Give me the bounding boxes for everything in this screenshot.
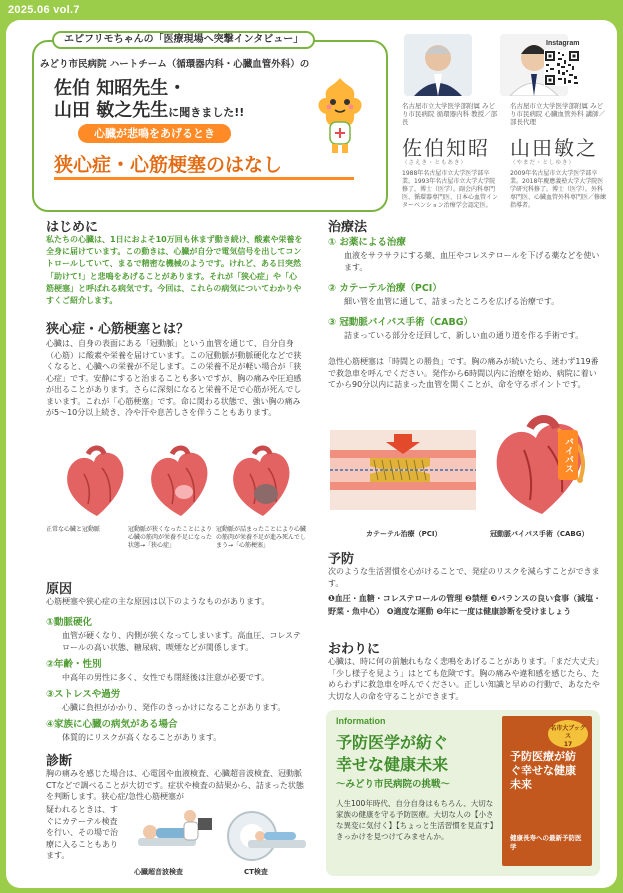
treat-title-1: ① お薬による治療 (328, 237, 406, 248)
interview-tag: エピフリモちゃんの「医療現場へ突撃インタビュー」 (52, 31, 315, 49)
heart-infarction-illustration (224, 444, 302, 522)
heart-caption-infarction: 冠動脈が詰まったことにより心臓の筋肉が栄養不足が進み死んでしまう→「心筋梗塞」 (216, 526, 307, 549)
doctor-title-yamada: 名古屋市立大学医学部附属 みどり市民病院 心臓血管外科 講師／部長代理 (510, 102, 606, 126)
issue-label: 2025.06 vol.7 (8, 4, 80, 16)
end-heading: おわりに (328, 642, 381, 657)
treat-text-3: 詰まっている部分を迂回して、新しい血の通り道を作る手術です。 (344, 331, 584, 340)
book-cover[interactable] (502, 716, 592, 866)
heart-caption-angina: 冠動脈が狭くなったことにより心臓の筋肉が栄養不足になった状態→「狭心症」 (128, 526, 213, 549)
doctor-bio-yamada: 2009年名古屋市立大学医学部卒業。2018年慶應義塾大学大学院医学研究科修了。博士（医学）。外科専門医、心臓血管外科専門医／修練指導者。 (510, 170, 607, 209)
pci-illustration (330, 420, 476, 520)
cause-title-3: ③ストレスや過労 (46, 689, 121, 700)
heart-normal-illustration (58, 444, 136, 522)
end-text: 心臓は、時に何の前触れもなく悲鳴をあげることがあります。「まだ大丈夫」「少し様子を見よう」はとても危険です。胸の痛みや違和感を感じたら、ためらわずに救急車を呼んでください。正しい知識と早めの行動で、あなたや大切な人の命を守ることができます。 (328, 657, 600, 701)
doctor-name-yamada: 山田敏之 (510, 136, 598, 160)
instagram-label: Instagram (546, 40, 580, 47)
cause-text-3: 心臓に負担がかかり、発作のきっかけになることがあります。 (62, 703, 286, 712)
treat-title-3: ③ 冠動脈バイパス手術（CABG） (328, 317, 474, 328)
info-label: Information (336, 716, 386, 726)
what-text: 心臓は、自身の表面にある「冠動脈」という血管を通じて、自分自身（心筋）に酸素や栄養を届けています。この冠動脈が動脈硬化などで狭くなると、心臓への栄養が不足します。この栄養不足が軽い場合が「狭心症」です。安静にすると治まることも多いですが、胸の痛みや圧迫感が出ることがあります。さらに深刻になると栄養不足で心筋が死んでしまいます。これが「心筋梗塞」です。命に関わる状態で、強い胸の痛みが5～10分以上続き、冷や汗や息苦しさを伴うこともあります。 (46, 339, 302, 417)
doctor-name-saeki: 佐伯知昭 (402, 136, 490, 160)
treat-text-2: 細い管を血管に通して、詰まったところを広げる治療です。 (344, 297, 560, 306)
prevent-heading: 予防 (328, 552, 355, 567)
what-heading: 狭心症・心筋梗塞とは？ (46, 322, 190, 337)
bypass-label: バイパス (558, 430, 578, 480)
ct-caption: CT検査 (244, 868, 268, 876)
header-panel (20, 26, 390, 212)
mascot-illustration (302, 72, 378, 156)
heart-angina-illustration (142, 444, 220, 522)
cause-text-4: 体質的にリスクが高くなることがあります。 (62, 733, 222, 742)
doctor-profiles (398, 28, 612, 224)
prevent-intro: 次のような生活習慣を心がけることで、発症のリスクを減らすことができます。 (328, 567, 600, 588)
instagram-qr-code[interactable] (544, 50, 580, 86)
book-number: 17 (563, 741, 573, 748)
diag-text-2: 疑われるときは、すぐにカテーテル検査を行い、その場で治療に入ることもあります。 (46, 805, 118, 860)
newsletter-sheet (6, 20, 617, 888)
info-subtitle: ～みどり市民病院の挑戦～ (336, 779, 451, 790)
treat-heading: 治療法 (328, 220, 368, 235)
diag-heading: 診断 (46, 754, 73, 769)
doctor-line-2-suffix: に聞きました!! (168, 106, 245, 119)
book-subtitle: 健康長寿への最新予防医学 (510, 834, 582, 851)
echo-exam-illustration (130, 804, 216, 866)
treat-text-1: 血液をサラサラにする薬、血圧やコレステロールを下げる薬などを使います。 (344, 251, 600, 272)
treat-title-2: ② カテーテル治療（PCI） (328, 283, 442, 294)
treat-note: 急性心筋梗塞は「時間との勝負」です。胸の痛みが続いたら、迷わず119番で救急車を呼んでください。発作から6時間以内に治療を始め、病院に着いてから90分以内に詰まった血管を開くことが、命を守るポイントです。 (328, 357, 599, 389)
intro-heading: はじめに (46, 220, 99, 235)
doctor-line-2-name: 山田 敏之先生 (54, 100, 169, 121)
tagline-badge: 心臓が悲鳴をあげるとき (78, 124, 231, 143)
cause-text-1: 血管が硬くなり、内側が狭くなってしまいます。高血圧、コレステロールの高い状態、糖尿病、喫煙などが関係します。 (62, 631, 301, 652)
pci-caption: カテーテル治療（PCI） (366, 530, 442, 538)
doctor-ruby-saeki: （さえき・ともあき） (402, 160, 468, 166)
cause-text-2: 中高年の男性に多く、女性でも閉経後は注意が必要です。 (62, 673, 270, 682)
doctor-bio-saeki: 1988年名古屋市立大学医学部卒業。1993年名古屋市立大学大学院修了。博士（医学）。副会内科専門医、循環器専門医、日本心血管インターベンション治療学会認定医。 (402, 170, 499, 209)
doctor-line-2 (54, 96, 244, 122)
cause-title-1: ①動脈硬化 (46, 617, 93, 628)
information-box (326, 710, 600, 876)
cause-title-4: ④家族に心臓の病気がある場合 (46, 719, 178, 730)
team-line: みどり市民病院 ハートチーム（循環器内科・心臓血管外科）の (40, 59, 310, 70)
doctor-title-saeki: 名古屋市立大学医学部附属 みどり市民病院 循環器内科 教授／部長 (402, 102, 498, 126)
ct-exam-illustration (224, 804, 310, 866)
intro-text: 私たちの心臓は、1日におよそ10万回も休まず動き続け、酸素や栄養を全身に届けています。この動きは、心臓が自分で電気信号を出してコントロールしていて、まるで精密な機械のようです。けれど、ある日突然「助けて!」と悲鳴をあげることがあります。それが「狭心症」や「心筋梗塞」と呼ばれる病気です。今回は、これらの病気についてわかりやすくご紹介します。 (46, 235, 303, 306)
echo-caption: 心臓超音波検査 (134, 868, 183, 876)
prevent-items: ❶血圧・血糖・コレステロールの管理 ❷禁煙 ❸バランスの良い食事（減塩・野菜・魚中心） ❹適度な運動 ❺年に一度は健康診断を受けましょう (328, 594, 602, 616)
book-series-badge (548, 720, 588, 748)
book-title: 予防医療が紡ぐ幸せな健康未来 (510, 750, 576, 791)
doctor-ruby-yamada: （やまだ・としゆき） (510, 160, 576, 166)
cabg-illustration (484, 410, 602, 522)
cause-intro: 心筋梗塞や狭心症の主な原因は以下のようなものがあります。 (46, 597, 270, 606)
info-body: 人生100年時代、自分自身はもちろん、大切な家族の健康を守る予防医療。大切な人の【小さな異変に気付く】【ちょっと生活習慣を見直す】きっかけを見つけてみませんか。 (336, 799, 494, 841)
info-title-1: 予防医学が紡ぐ (336, 733, 449, 752)
cause-heading: 原因 (46, 582, 73, 597)
diag-text-1: 胸の痛みを感じた場合は、心電図や血液検査、心臓超音波検査、冠動脈CTなどで調べることが大切です。症状や検査の結果から、詰まった状態を判断します。狭心症/急性心筋梗塞が (46, 769, 304, 801)
cabg-caption: 冠動脈バイパス手術（CABG） (490, 530, 589, 538)
main-title: 狭心症・心筋梗塞のはなし (54, 150, 354, 180)
heart-caption-normal: 正常な心臓と冠動脈 (46, 526, 101, 533)
doctor-photo-saeki (404, 34, 472, 96)
book-series: 名市大ブックス (550, 725, 586, 740)
cause-title-2: ②年齢・性別 (46, 659, 102, 670)
doctor-line-1: 佐伯 知昭先生・ (54, 78, 187, 99)
info-title-2: 幸せな健康未来 (336, 755, 449, 774)
